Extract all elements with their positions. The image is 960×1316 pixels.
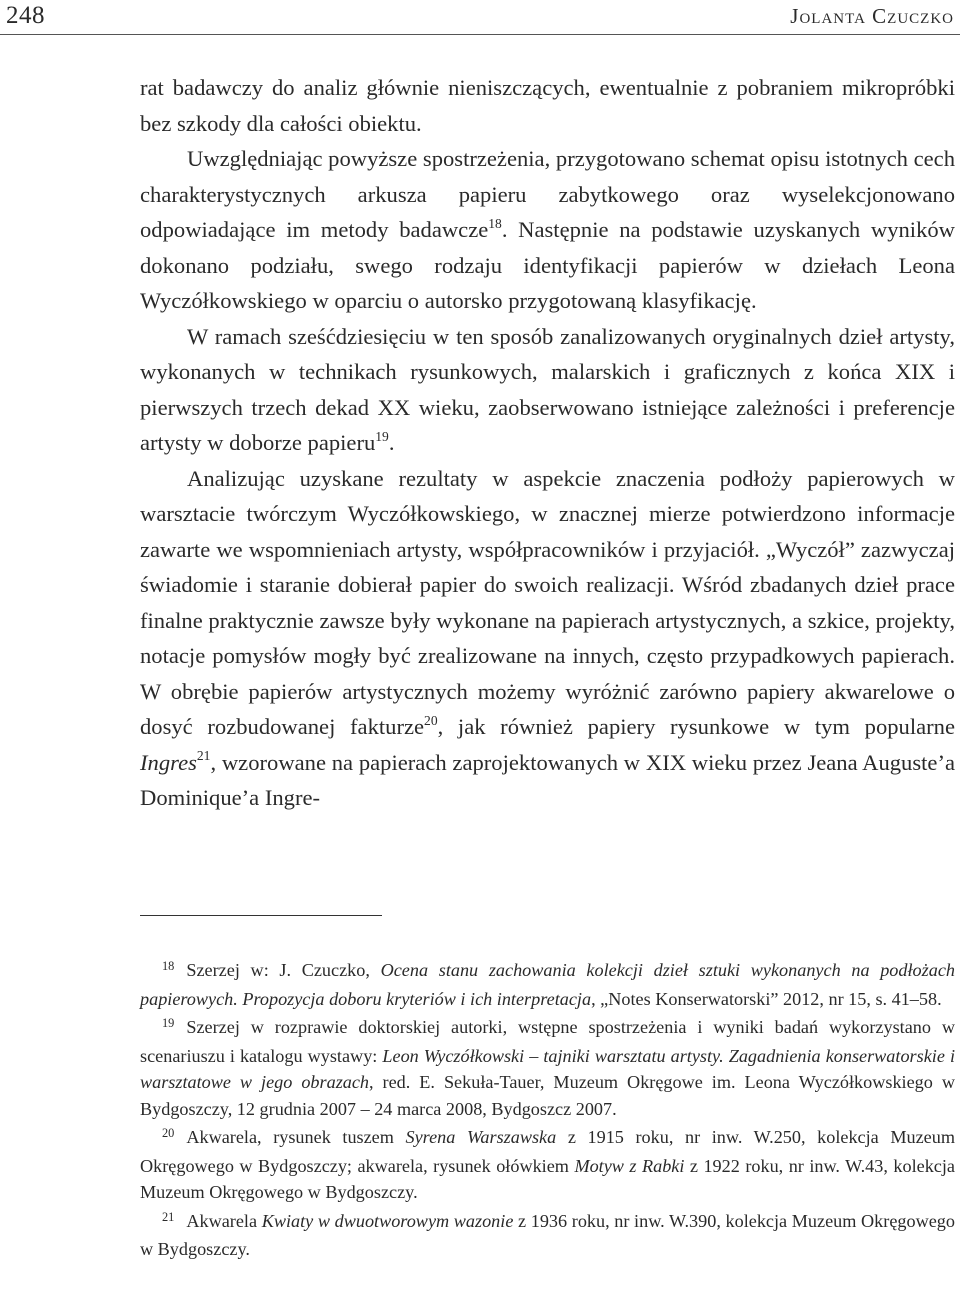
- footnote-text: , red. E. Sekuła-Tauer, Muzeum Okręgowe im. Leona Wyczółkowskiego w Bydgoszczy, 12 grudnia 2007 – 24 marca 2008, Bydgoszcz 2007.: [140, 1072, 955, 1119]
- paragraph-2-text-a: Uwzględniając powyższe spostrzeżenia, przygotowano schemat opisu istotnych cech charakterystycznych arkusza papieru zabytkowego oraz wyselekcjonowano odpowiadające im metody badawcze: [140, 146, 955, 242]
- footnote-title: Leon Wyczółkowski – tajniki warsztatu artysty. Zagadnienia konserwatorskie i warsztatowe w jego obrazach: [140, 1045, 955, 1092]
- footnote-19: [140, 1014, 955, 1122]
- footnote-title: Syrena Warszawska: [405, 1127, 557, 1147]
- footnote-21: [140, 1208, 955, 1263]
- footnote-title: Motyw z Rabki: [574, 1155, 685, 1176]
- page-header: [0, 0, 960, 35]
- paragraph-3-text-a: W ramach sześćdziesięciu w ten sposób zanalizowanych oryginalnych dzieł artysty, wykonanych w technikach rysunkowych, malarskich i graficznych z końca XIX i pierwszych trzech dekad XX wieku, zaobserwowano istniejące zależności i preferencje artysty w doborze papieru: [140, 323, 955, 455]
- paragraph-4-text-a: Analizując uzyskane rezultaty w aspekcie znaczenia podłoży papierowych w warsztacie twórczym Wyczółkowskiego, w znacznej mierze potwierdzono informacje zawarte we wspomnieniach artysty, współpracowników i przyjaciół. „Wyczół” zazwyczaj świadomie i staranie dobierał papier do swoich realizacji. Wśród zbadanych dzieł prace finalne praktycznie zawsze były wykonane na papierach artystycznych, a szkice, projekty, notacje pomysłów mogły być zrealizowane na innych, często przypadkowych papierach. W obrębie papierów artystycznych możemy wyróżnić zarówno papiery akwarelowe o dosyć rozbudowanej fakturze: [140, 465, 955, 739]
- paragraph-4-text-c: , wzorowane na papierach zaprojektowanych w XIX wieku przez Jeana Auguste’a Dominique’a Ingre-: [140, 749, 955, 810]
- footnote-title: Kwiaty w dwuotworowym wazonie: [261, 1210, 514, 1231]
- footnote-ref-18[interactable]: 18: [488, 215, 502, 231]
- footnote-18: [140, 957, 955, 1012]
- paragraph-4: [140, 461, 955, 816]
- paragraph-1-text: rat badawczy do analiz głównie nieniszczących, ewentualnie z pobraniem mikropróbki bez szkody dla całości obiektu.: [140, 75, 955, 136]
- footnote-number: 21: [162, 1209, 175, 1224]
- footnote-number: 20: [162, 1126, 175, 1141]
- footnote-title: Ocena stanu zachowania kolekcji dzieł sztuki wykonanych na podłożach papierowych. Propozycja doboru kryteriów i ich interpretacja: [140, 960, 955, 1009]
- paragraph-4-italic-term: Ingres: [140, 749, 197, 775]
- footnote-text: , „Notes Konserwatorski” 2012, nr 15, s. 41–58.: [591, 988, 942, 1009]
- footnote-text: Akwarela, rysunek tuszem: [186, 1127, 406, 1147]
- footnote-ref-20[interactable]: 20: [424, 712, 438, 728]
- running-head-author: Jolanta Czuczko: [790, 4, 954, 28]
- paragraph-4-text-b: , jak również papiery rysunkowe w tym popularne: [437, 714, 955, 739]
- page-number: 248: [6, 2, 45, 29]
- paragraph-1: [140, 70, 955, 141]
- footnote-text: Szerzej w: J. Czuczko,: [186, 960, 381, 980]
- footnote-text: z 1915 roku, nr inw. W.250, kolekcja Muzeum Okręgowego w Bydgoszczy; akwarela, rysunek ołówkiem: [140, 1127, 955, 1176]
- footnotes: [140, 957, 955, 1265]
- main-text: [140, 70, 955, 816]
- footnote-20: [140, 1124, 955, 1206]
- footnote-ref-21[interactable]: 21: [196, 748, 211, 764]
- footnote-divider: [140, 915, 382, 916]
- footnote-text: z 1936 roku, nr inw. W.390, kolekcja Muzeum Okręgowego w Bydgoszczy.: [140, 1210, 955, 1259]
- footnote-text: z 1922 roku, nr inw. W.43, kolekcja Muzeum Okręgowego w Bydgoszczy.: [140, 1155, 955, 1202]
- paragraph-3-text-b: .: [388, 430, 395, 455]
- footnote-number: 19: [162, 1016, 175, 1031]
- footnote-number: 18: [162, 959, 175, 974]
- footnote-text: Szerzej w rozprawie doktorskiej autorki, wstępne spostrzeżenia i wyniki badań wykorzystano w scenariuszu i katalogu wystawy:: [140, 1017, 955, 1066]
- paragraph-2: [140, 141, 955, 319]
- paragraph-2-text-b: . Następnie na podstawie uzyskanych wyników dokonano podziału, swego rodzaju identyfikacji papierów w dziełach Leona Wyczółkowskiego w oparciu o autorsko przygotowaną klasyfikację.: [140, 217, 955, 313]
- paragraph-3: [140, 319, 955, 461]
- footnote-ref-19[interactable]: 19: [375, 428, 389, 444]
- footnote-text: Akwarela: [186, 1210, 262, 1231]
